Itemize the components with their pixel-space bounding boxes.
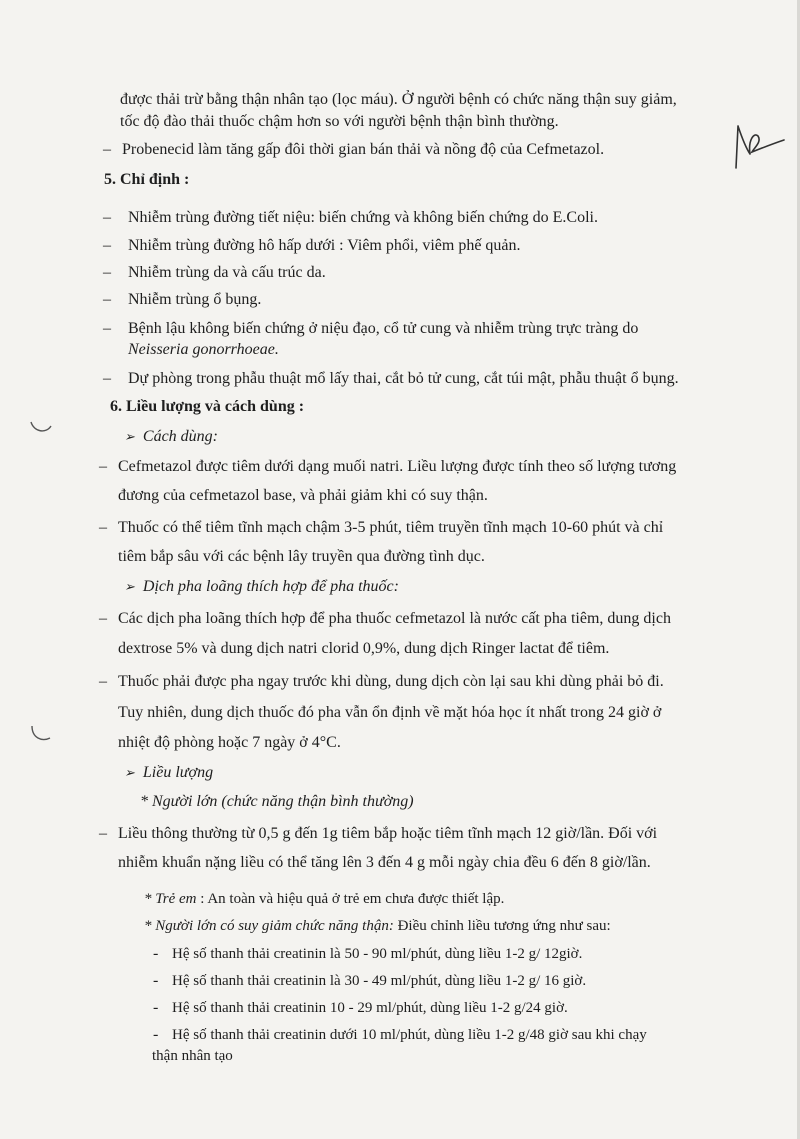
list-bullet: –	[103, 370, 111, 387]
list-bullet: -	[153, 945, 159, 962]
diluent-paragraph: Tuy nhiên, dung dịch thuốc đó pha vẫn ổn định về mặt hóa học ít nhất trong 24 giờ ở	[118, 704, 662, 721]
list-bullet: -	[153, 1026, 159, 1043]
renal-dosage-item: Hệ số thanh thải creatinin là 50 - 90 ml/phút, dùng liều 1-2 g/ 12giờ.	[172, 946, 583, 962]
list-bullet: –	[99, 610, 107, 627]
list-bullet: –	[99, 673, 107, 690]
intro-line: được thải trừ bằng thận nhân tạo (lọc máu). Ở người bệnh có chức năng thận suy giảm,	[120, 91, 677, 108]
subheading-usage-text: Cách dùng:	[142, 428, 219, 445]
pathogen-name: Neisseria gonorrhoeae.	[128, 341, 279, 358]
indication-item: Nhiễm trùng da và cấu trúc da.	[128, 264, 326, 281]
list-bullet: –	[99, 825, 107, 842]
diluent-paragraph: dextrose 5% và dung dịch natri clorid 0,9%, dung dịch Ringer lactat để tiêm.	[118, 640, 610, 657]
renal-dosage-item: Hệ số thanh thải creatinin là 30 - 49 ml/phút, dùng liều 1-2 g/ 16 giờ.	[172, 973, 587, 989]
indication-item: Dự phòng trong phẫu thuật mổ lấy thai, cắt bỏ tử cung, cắt túi mật, phẫu thuật ổ bụng.	[128, 370, 679, 387]
renal-dosage-item: Hệ số thanh thải creatinin 10 - 29 ml/phút, dùng liều 1-2 g/24 giờ.	[172, 1000, 568, 1016]
diluent-paragraph: Thuốc phải được pha ngay trước khi dùng, dung dịch còn lại sau khi dùng phải bỏ đi.	[118, 673, 664, 690]
usage-paragraph: đương của cefmetazol base, và phải giảm khi có suy thận.	[118, 487, 488, 504]
arrow-bullet-icon: ➢	[124, 765, 135, 780]
adult-dosage-title: * Người lớn (chức năng thận bình thường)	[140, 793, 414, 810]
adult-dosage-text: nhiễm khuẩn nặng liều có thể tăng lên 3 đến 4 g mỗi ngày chia đều 6 đến 8 giờ/lần.	[118, 854, 651, 871]
subheading-dosage	[124, 763, 213, 783]
list-bullet: –	[99, 458, 107, 475]
renal-dosage-text: Điều chỉnh liều tương ứng như sau:	[393, 918, 611, 934]
subheading-usage	[124, 427, 218, 447]
renal-dosage-item: thận nhân tạo	[152, 1048, 233, 1064]
subheading-diluent-text: Dịch pha loãng thích hợp để pha thuốc:	[142, 578, 399, 595]
handwritten-initials-mark	[728, 118, 790, 176]
renal-dosage-line	[144, 916, 611, 936]
child-dosage-line	[144, 889, 504, 909]
renal-dosage-label: * Người lớn có suy giảm chức năng thận:	[144, 918, 394, 934]
list-bullet: -	[153, 972, 159, 989]
indication-item: Nhiễm trùng đường hô hấp dưới : Viêm phổi, viêm phế quản.	[128, 237, 521, 254]
section-6-heading: 6. Liều lượng và cách dùng :	[110, 398, 305, 415]
usage-paragraph: tiêm bắp sâu với các bệnh lây truyền qua đường tình dục.	[118, 548, 485, 565]
indication-item: Nhiễm trùng ổ bụng.	[128, 291, 262, 308]
subheading-diluent	[124, 577, 399, 597]
list-bullet: –	[103, 320, 111, 337]
list-bullet: –	[103, 291, 111, 308]
probenecid-note: Probenecid làm tăng gấp đôi thời gian bán thải và nồng độ của Cefmetazol.	[122, 141, 605, 158]
punch-hole-mark	[28, 722, 54, 746]
list-bullet: –	[103, 209, 111, 226]
list-bullet: –	[103, 141, 111, 158]
indication-item: Bệnh lậu không biến chứng ở niệu đạo, cổ tử cung và nhiễm trùng trực tràng do	[128, 320, 639, 337]
list-bullet: –	[99, 519, 107, 536]
list-bullet: –	[103, 237, 111, 254]
usage-paragraph: Cefmetazol được tiêm dưới dạng muối natri. Liều lượng được tính theo số lượng tương	[118, 458, 677, 475]
intro-line: tốc độ đào thải thuốc chậm hơn so với người bệnh thận bình thường.	[120, 113, 559, 130]
indication-item: Nhiễm trùng đường tiết niệu: biến chứng và không biến chứng do E.Coli.	[128, 209, 598, 226]
subheading-dosage-text: Liều lượng	[142, 764, 214, 781]
list-bullet: -	[153, 999, 159, 1016]
diluent-paragraph: Các dịch pha loãng thích hợp để pha thuốc cefmetazol là nước cất pha tiêm, dung dịch	[118, 610, 671, 627]
adult-dosage-text: Liều thông thường từ 0,5 g đến 1g tiêm bắp hoặc tiêm tĩnh mạch 12 giờ/lần. Đối với	[118, 825, 658, 842]
renal-dosage-item: Hệ số thanh thải creatinin dưới 10 ml/phút, dùng liều 1-2 g/48 giờ sau khi chạy	[172, 1027, 647, 1043]
usage-paragraph: Thuốc có thể tiêm tĩnh mạch chậm 3-5 phút, tiêm truyền tĩnh mạch 10-60 phút và chỉ	[118, 519, 664, 536]
section-5-heading: 5. Chỉ định :	[104, 171, 190, 188]
child-dosage-label: * Trẻ em	[144, 891, 197, 907]
list-bullet: –	[103, 264, 111, 281]
child-dosage-text: : An toàn và hiệu quả ở trẻ em chưa được thiết lập.	[196, 891, 505, 907]
diluent-paragraph: nhiệt độ phòng hoặc 7 ngày ở 4°C.	[118, 734, 341, 751]
arrow-bullet-icon: ➢	[124, 429, 135, 444]
punch-hole-mark	[28, 418, 54, 438]
arrow-bullet-icon: ➢	[124, 579, 135, 594]
